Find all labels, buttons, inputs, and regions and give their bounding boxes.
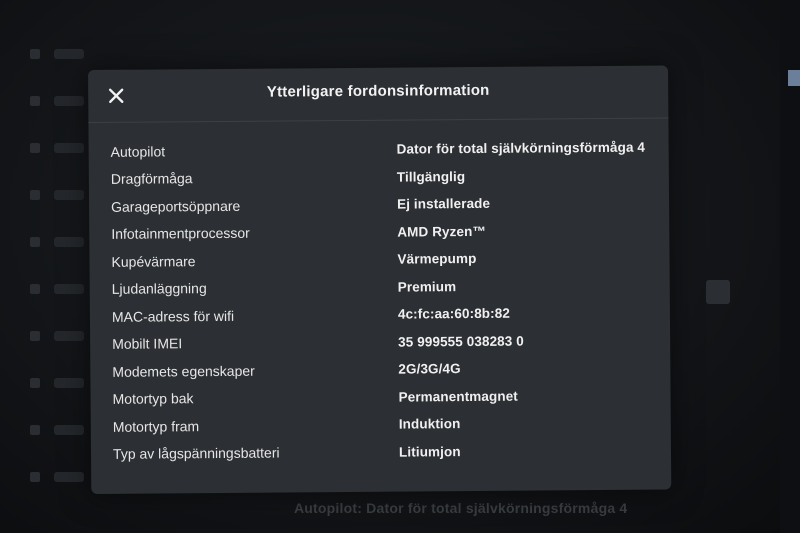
info-row — [111, 161, 651, 193]
info-row — [111, 216, 651, 248]
info-label: Infotainmentprocessor — [111, 224, 250, 243]
info-label: Motortyp bak — [112, 390, 194, 408]
info-row — [113, 409, 653, 441]
background-footer-text: Autopilot: Dator för total självkörningsförmåga 4 — [294, 500, 628, 516]
info-label: MAC-adress för wifi — [111, 307, 235, 325]
info-row — [112, 271, 652, 303]
info-label: Modemets egenskaper — [112, 362, 255, 380]
info-value: 2G/3G/4G — [398, 361, 461, 377]
info-label: Typ av lågspänningsbatteri — [112, 444, 280, 463]
info-value: Premium — [397, 278, 457, 295]
info-row — [111, 189, 651, 221]
info-row — [112, 299, 652, 331]
info-label: Mobilt IMEI — [112, 335, 183, 353]
info-label: Kupévärmare — [111, 252, 196, 270]
info-label: Garageportsöppnare — [111, 197, 241, 215]
info-row — [111, 244, 651, 276]
info-row — [112, 354, 652, 386]
info-row — [111, 134, 651, 166]
info-row — [112, 326, 652, 358]
info-row — [112, 381, 652, 413]
bezel-highlight — [788, 70, 800, 86]
info-value: 4c:fc:aa:60:8b:82 — [397, 305, 510, 322]
info-label: Autopilot — [110, 143, 166, 160]
info-value: Induktion — [398, 416, 461, 432]
info-label: Dragförmåga — [110, 170, 193, 188]
info-value: Permanentmagnet — [398, 388, 518, 405]
info-table — [111, 134, 654, 468]
vehicle-info-modal — [88, 65, 671, 494]
info-label: Motortyp fram — [112, 417, 200, 435]
info-value: Litiumjon — [398, 443, 461, 460]
background-control — [706, 280, 730, 304]
info-value: Ej installerade — [397, 196, 491, 212]
info-row — [113, 436, 653, 468]
info-value: 35 999555 038283 0 — [398, 333, 524, 350]
info-value: Tillgänglig — [396, 168, 466, 185]
info-value: Värmepump — [397, 251, 477, 267]
modal-header — [88, 65, 668, 123]
info-label: Ljudanläggning — [111, 280, 207, 298]
info-value: Dator för total självkörningsförmåga 4 — [396, 139, 646, 157]
info-value: AMD Ryzen™ — [397, 223, 487, 240]
modal-title: Ytterligare fordonsinformation — [266, 81, 490, 101]
